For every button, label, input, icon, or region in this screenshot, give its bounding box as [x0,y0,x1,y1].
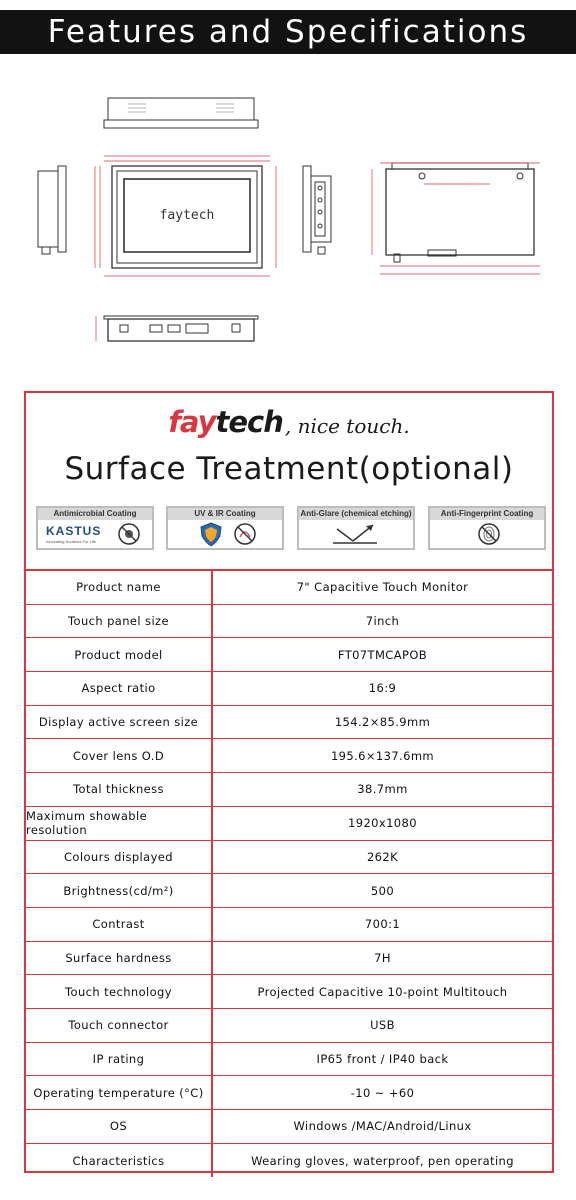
spec-row [26,1076,552,1110]
brand-slogan: , nice touch. [284,414,410,438]
back-view-drawing [372,163,540,274]
left-side-view-drawing [38,166,66,254]
kastus-logo: KASTUS [46,524,102,538]
spec-label: Colours displayed [26,841,213,874]
brand-name-black: tech [215,405,283,439]
spec-label: IP rating [26,1043,213,1076]
spec-value: USB [370,1018,395,1033]
no-fingerprint-icon [474,521,504,547]
spec-label: Brightness(cd/m²) [26,874,213,907]
spec-value: Projected Capacitive 10-point Multitouch [257,984,508,999]
spec-label: Display active screen size [26,706,213,739]
spec-row [26,975,552,1009]
coating-antimicrobial [36,506,154,550]
spec-value: 700:1 [364,917,401,932]
spec-row [26,571,552,605]
spec-value: IP65 front / IP40 back [316,1051,449,1066]
spec-row [26,1144,552,1178]
spec-value: Wearing gloves, waterproof, pen operating [251,1153,514,1168]
spec-label: Maximum showable resolution [26,807,213,840]
spec-row [26,1110,552,1144]
spec-value: 262K [366,849,399,864]
coating-anti-fingerprint [428,506,546,550]
spec-row [26,942,552,976]
no-ir-icon [232,521,258,547]
spec-value: 38.7mm [357,782,408,797]
spec-value: 7H [374,950,391,965]
spec-value: FT07TMCAPOB [337,647,428,662]
spec-row [26,739,552,773]
spec-label: Touch panel size [26,605,213,638]
spec-value: 195.6×137.6mm [330,748,435,763]
spec-label: Product name [26,571,213,604]
spec-row [26,874,552,908]
spec-value: 7" Capacitive Touch Monitor [296,580,469,595]
spec-value: -10 ~ +60 [350,1085,415,1100]
surface-treatment-title: Surface Treatment(optional) [64,451,514,487]
header-bar [0,10,576,54]
bottom-view-drawing [96,316,258,341]
spec-row [26,605,552,639]
spec-value: 16:9 [368,681,397,696]
coating-label: UV & IR Coating [168,508,282,520]
spec-label: Aspect ratio [26,672,213,705]
spec-label: Contrast [26,908,213,941]
spec-value: 154.2×85.9mm [334,715,431,730]
spec-label: Operating temperature (°C) [26,1076,213,1109]
technical-drawings [0,80,576,370]
spec-row [26,706,552,740]
no-bacteria-icon [114,521,144,547]
dimension-drawings-svg [0,80,576,370]
coating-uv-ir [166,506,284,550]
spec-row [26,908,552,942]
spec-row [26,773,552,807]
spec-label: Total thickness [26,773,213,806]
page-title: Features and Specifications [47,14,529,50]
spec-row [26,1043,552,1077]
spec-row [26,1009,552,1043]
spec-value: 1920x1080 [348,816,417,831]
coating-label: Anti-Glare (chemical etching) [300,509,412,518]
coating-label: Anti-Fingerprint Coating [430,508,544,520]
coating-anti-glare [297,506,415,550]
spec-label: Surface hardness [26,942,213,975]
shield-uv-icon [198,521,224,547]
spec-row [26,807,552,841]
brand-name-red: fay [168,405,216,439]
spec-row [26,841,552,875]
spec-row [26,672,552,706]
spec-card [24,391,554,1173]
spec-value: Windows /MAC/Android/Linux [293,1119,472,1134]
spec-label: OS [26,1110,213,1143]
top-view-drawing [104,98,258,128]
drawing-logo-text: faytech [159,208,215,223]
spec-value: 500 [370,883,395,898]
coating-options [36,506,546,550]
brand-logo [26,399,552,445]
spec-value: 7inch [365,614,400,629]
right-side-view-drawing [303,166,331,254]
spec-label: Cover lens O.D [26,739,213,772]
spec-label: Touch technology [26,975,213,1008]
spec-label: Touch connector [26,1009,213,1042]
spec-label: Characteristics [26,1144,213,1178]
kastus-tagline: Innovating Surfaces For Life [46,539,97,544]
spec-label: Product model [26,638,213,671]
coating-label: Antimicrobial Coating [38,508,152,520]
spec-row [26,638,552,672]
reflection-arrow-icon [327,521,387,547]
specifications-table [26,569,552,1177]
